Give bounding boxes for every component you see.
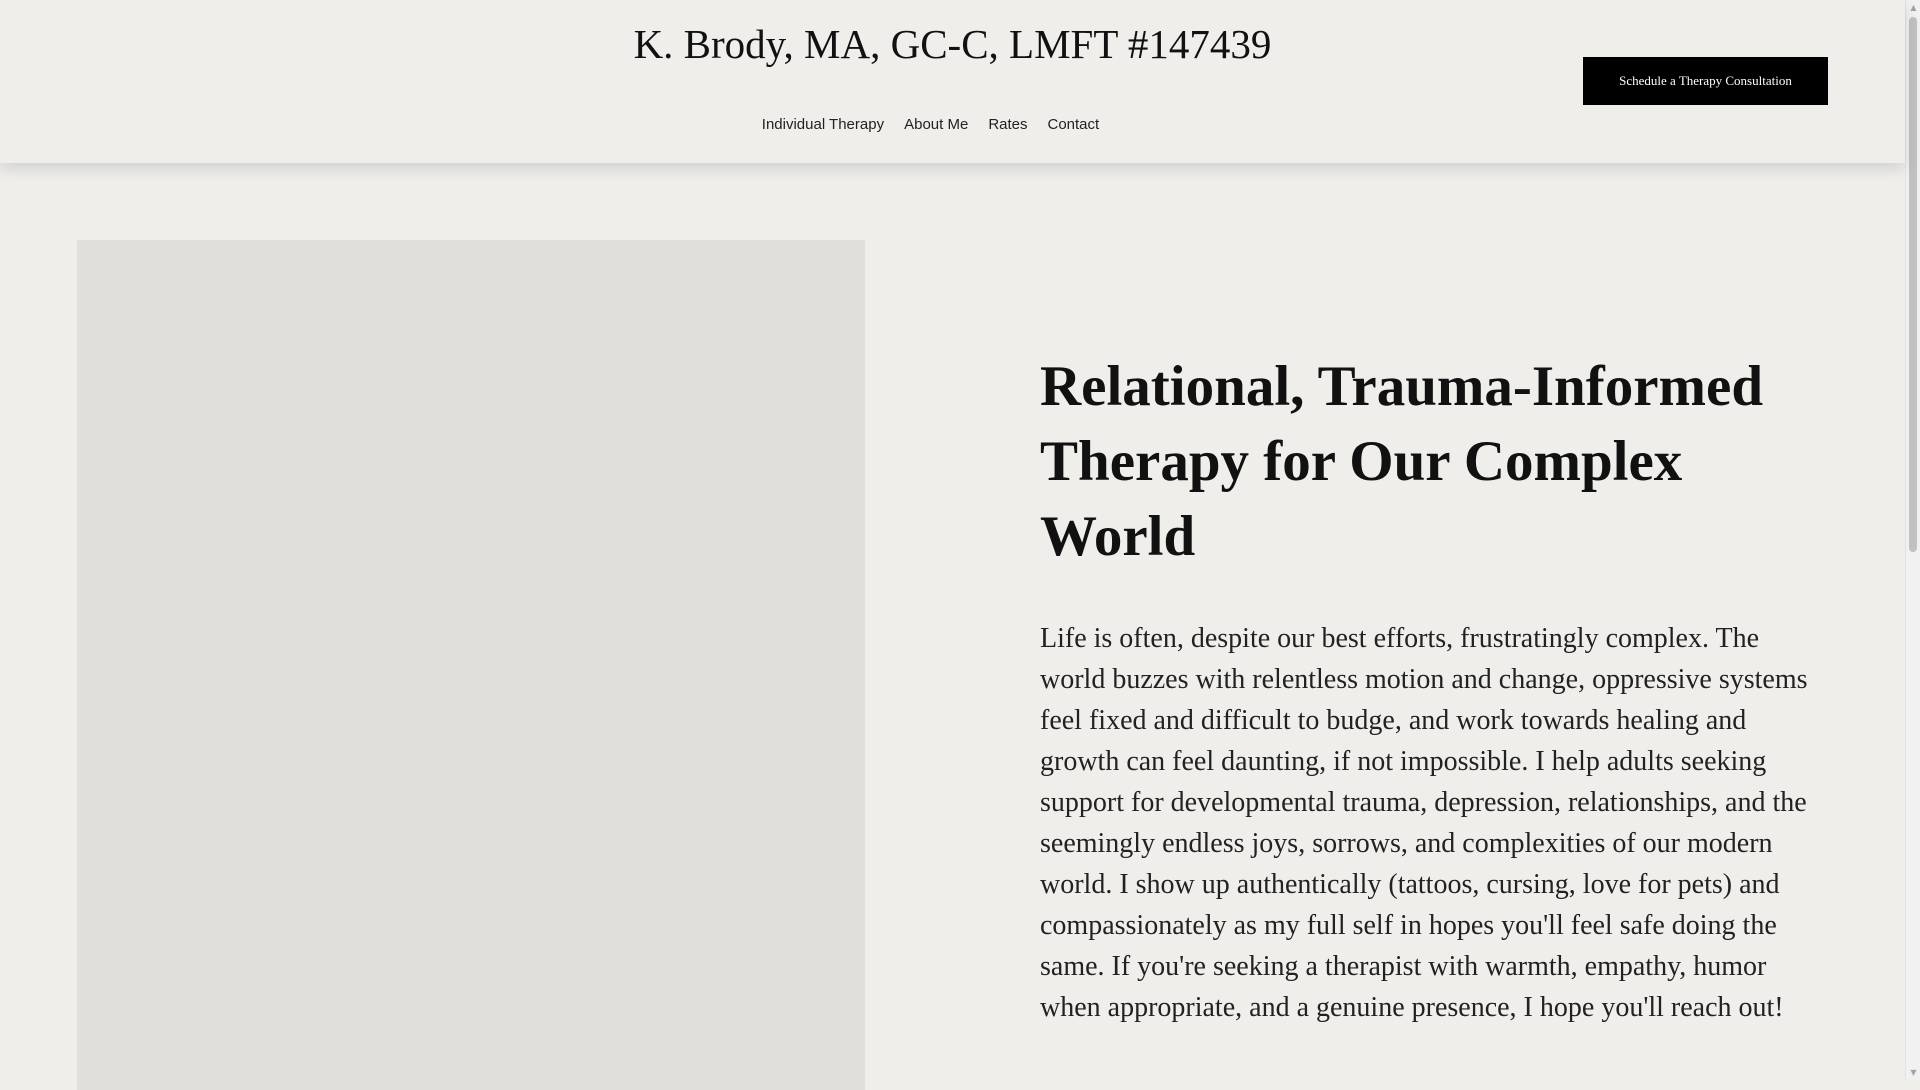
main-nav: [0, 116, 1905, 133]
hero-image: [77, 240, 865, 1090]
hero-body-text: Life is often, despite our best efforts, frustratingly complex. The world buzzes with relentless motion and change, oppressive systems feel fixed and difficult to budge, and work towards healing and growth can feel daunting, if not impossible. I help adults seeking support for developmental trauma, depression, relationships, and the seemingly endless joys, sorrows, and complexities of our modern world. I show up authentically (tattoos, cursing, love for pets) and compassionately as my full self in hopes you'll feel safe doing the same. If you're seeking a therapist with warmth, empathy, humor when appropriate, and a genuine presence, I hope you'll reach out!: [1040, 623, 1808, 1023]
nav-item-rates[interactable]: Rates: [988, 116, 1028, 133]
nav-item-individual-therapy[interactable]: Individual Therapy: [761, 116, 885, 133]
nav-item-contact[interactable]: Contact: [1047, 116, 1100, 133]
site-header: [0, 0, 1905, 163]
scrollbar-thumb[interactable]: [1909, 17, 1917, 552]
hero-heading: Relational, Trauma-Informed Therapy for Our Complex World: [1040, 355, 1764, 568]
scroll-up-arrow-icon[interactable]: ▲: [1910, 3, 1917, 12]
page-scrollbar[interactable]: [1905, 0, 1920, 1080]
site-title[interactable]: K. Brody, MA, GC-C, LMFT #147439: [633, 21, 1272, 67]
nav-item-about-me[interactable]: About Me: [904, 116, 969, 133]
scroll-down-arrow-icon[interactable]: ▼: [1910, 1068, 1917, 1077]
schedule-consultation-button[interactable]: Schedule a Therapy Consultation: [1583, 57, 1828, 105]
